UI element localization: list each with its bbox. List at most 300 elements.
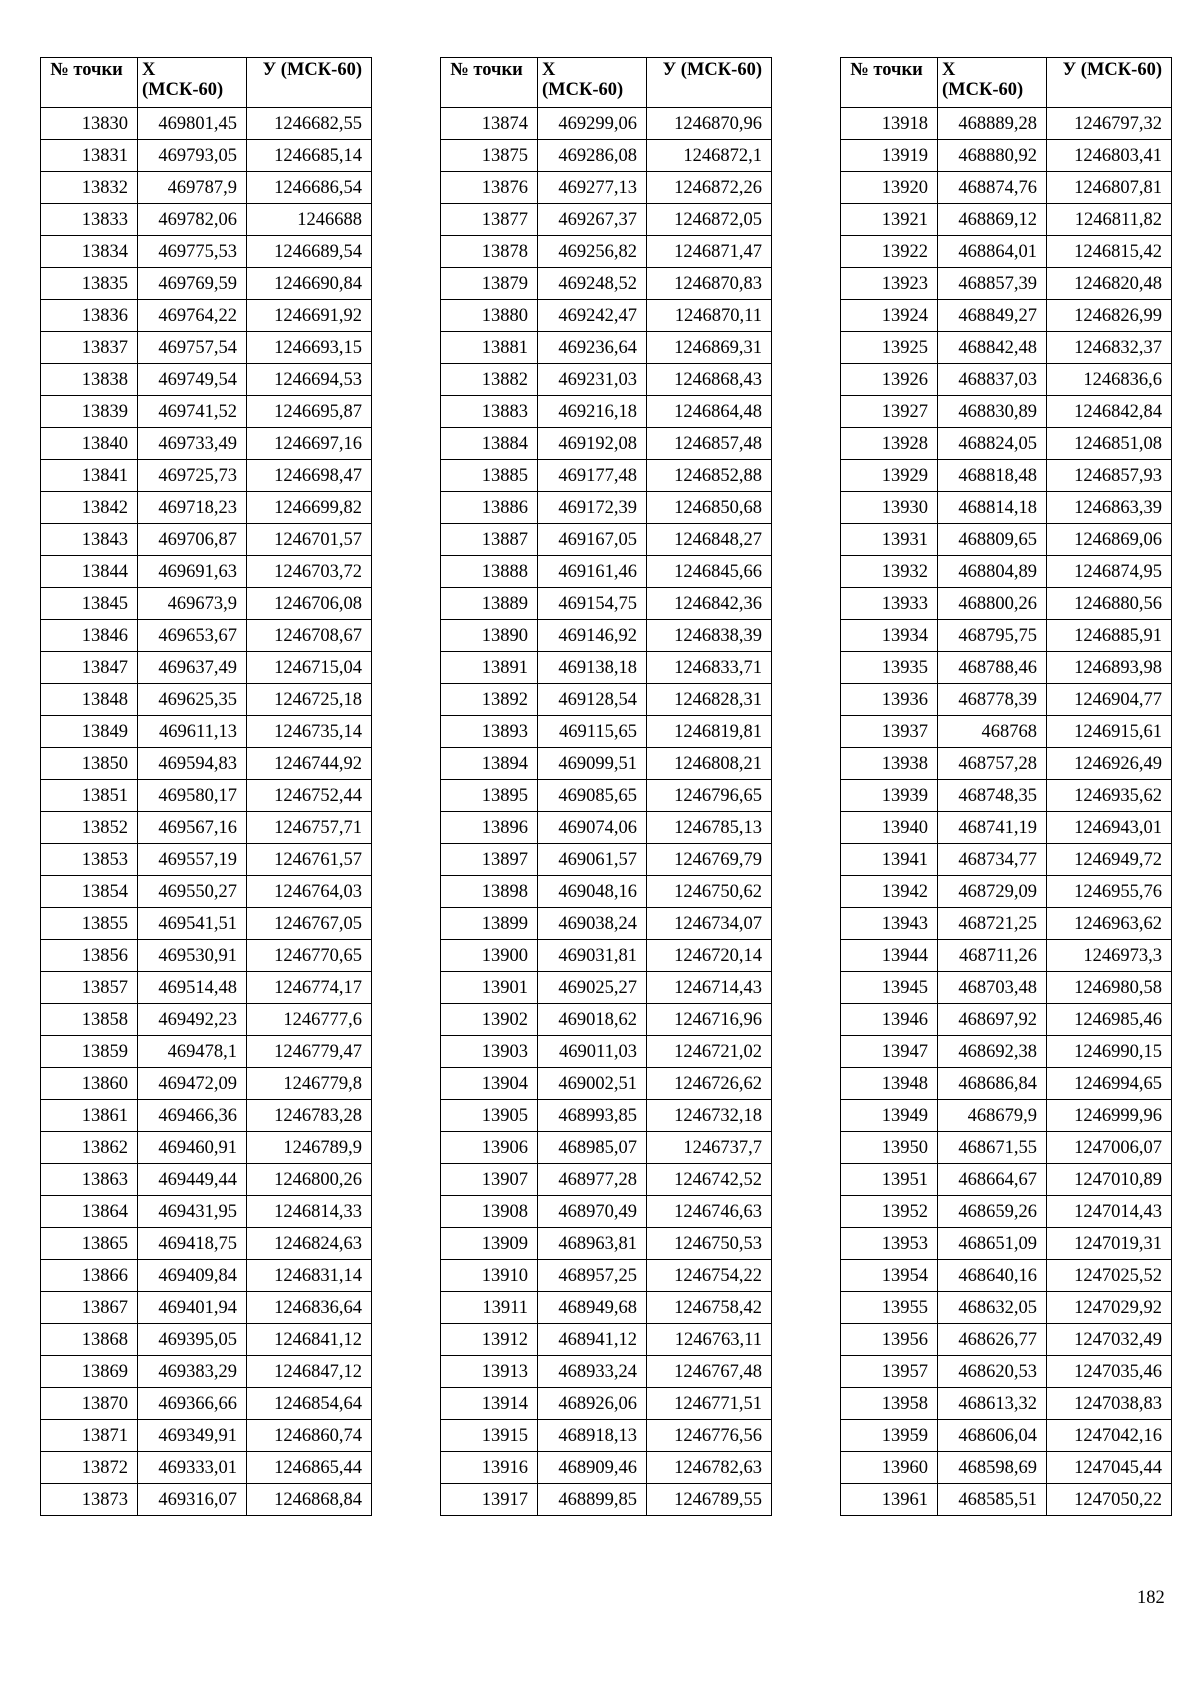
cell-y-coordinate: 1246836,6 xyxy=(1047,364,1172,396)
cell-x-coordinate: 469782,06 xyxy=(138,204,247,236)
cell-y-coordinate: 1246870,96 xyxy=(647,108,772,140)
cell-x-coordinate: 468729,09 xyxy=(938,876,1047,908)
cell-x-coordinate: 468837,03 xyxy=(938,364,1047,396)
table-row xyxy=(841,236,1172,268)
cell-x-coordinate: 469061,57 xyxy=(538,844,647,876)
table-row xyxy=(841,1100,1172,1132)
cell-point-number: 13898 xyxy=(441,876,538,908)
cell-point-number: 13949 xyxy=(841,1100,938,1132)
table-row xyxy=(41,1420,372,1452)
cell-point-number: 13958 xyxy=(841,1388,938,1420)
cell-point-number: 13953 xyxy=(841,1228,938,1260)
cell-point-number: 13889 xyxy=(441,588,538,620)
cell-x-coordinate: 468949,68 xyxy=(538,1292,647,1324)
cell-y-coordinate: 1246985,46 xyxy=(1047,1004,1172,1036)
table-row xyxy=(441,332,772,364)
cell-y-coordinate: 1246706,08 xyxy=(247,588,372,620)
cell-x-coordinate: 468741,19 xyxy=(938,812,1047,844)
cell-y-coordinate: 1247042,16 xyxy=(1047,1420,1172,1452)
cell-point-number: 13910 xyxy=(441,1260,538,1292)
cell-x-coordinate: 468734,77 xyxy=(938,844,1047,876)
cell-point-number: 13952 xyxy=(841,1196,938,1228)
cell-y-coordinate: 1246808,21 xyxy=(647,748,772,780)
cell-y-coordinate: 1246782,63 xyxy=(647,1452,772,1484)
cell-y-coordinate: 1246845,66 xyxy=(647,556,772,588)
cell-point-number: 13928 xyxy=(841,428,938,460)
cell-point-number: 13941 xyxy=(841,844,938,876)
cell-point-number: 13874 xyxy=(441,108,538,140)
table-row xyxy=(441,812,772,844)
table-row xyxy=(841,588,1172,620)
cell-point-number: 13836 xyxy=(41,300,138,332)
table-row xyxy=(841,1420,1172,1452)
cell-point-number: 13945 xyxy=(841,972,938,1004)
table-row xyxy=(41,620,372,652)
cell-x-coordinate: 468795,75 xyxy=(938,620,1047,652)
cell-point-number: 13935 xyxy=(841,652,938,684)
cell-x-coordinate: 468889,28 xyxy=(938,108,1047,140)
cell-y-coordinate: 1246767,48 xyxy=(647,1356,772,1388)
cell-y-coordinate: 1246854,64 xyxy=(247,1388,372,1420)
cell-x-coordinate: 469333,01 xyxy=(138,1452,247,1484)
cell-point-number: 13876 xyxy=(441,172,538,204)
cell-y-coordinate: 1246833,71 xyxy=(647,652,772,684)
cell-x-coordinate: 469625,35 xyxy=(138,684,247,716)
cell-x-coordinate: 468880,92 xyxy=(938,140,1047,172)
table-row xyxy=(441,1068,772,1100)
cell-x-coordinate: 468874,76 xyxy=(938,172,1047,204)
table-row xyxy=(41,396,372,428)
table-row xyxy=(41,268,372,300)
table-row xyxy=(441,908,772,940)
cell-y-coordinate: 1246872,05 xyxy=(647,204,772,236)
table-row xyxy=(441,620,772,652)
table-row xyxy=(441,1100,772,1132)
table-row xyxy=(841,908,1172,940)
cell-point-number: 13911 xyxy=(441,1292,538,1324)
table-row xyxy=(41,1196,372,1228)
table-row xyxy=(841,844,1172,876)
table-row xyxy=(841,172,1172,204)
table-row xyxy=(41,300,372,332)
header-point-number: № точки xyxy=(841,58,938,108)
cell-y-coordinate: 1246819,81 xyxy=(647,716,772,748)
cell-y-coordinate: 1246695,87 xyxy=(247,396,372,428)
header-y-coordinate: У (МСК-60) xyxy=(647,58,772,108)
cell-y-coordinate: 1246963,62 xyxy=(1047,908,1172,940)
header-point-number: № точки xyxy=(441,58,538,108)
table-row xyxy=(441,428,772,460)
cell-point-number: 13933 xyxy=(841,588,938,620)
cell-y-coordinate: 1246779,47 xyxy=(247,1036,372,1068)
cell-point-number: 13853 xyxy=(41,844,138,876)
cell-x-coordinate: 469177,48 xyxy=(538,460,647,492)
cell-point-number: 13951 xyxy=(841,1164,938,1196)
cell-y-coordinate: 1246872,1 xyxy=(647,140,772,172)
cell-point-number: 13939 xyxy=(841,780,938,812)
cell-point-number: 13908 xyxy=(441,1196,538,1228)
cell-point-number: 13960 xyxy=(841,1452,938,1484)
table-row xyxy=(41,1004,372,1036)
cell-x-coordinate: 468818,48 xyxy=(938,460,1047,492)
cell-x-coordinate: 469530,91 xyxy=(138,940,247,972)
cell-x-coordinate: 469286,08 xyxy=(538,140,647,172)
table-row xyxy=(41,684,372,716)
table-row xyxy=(441,1420,772,1452)
table-row xyxy=(841,620,1172,652)
cell-y-coordinate: 1246811,82 xyxy=(1047,204,1172,236)
cell-y-coordinate: 1246828,31 xyxy=(647,684,772,716)
cell-point-number: 13942 xyxy=(841,876,938,908)
cell-y-coordinate: 1246874,95 xyxy=(1047,556,1172,588)
cell-point-number: 13929 xyxy=(841,460,938,492)
cell-y-coordinate: 1246990,15 xyxy=(1047,1036,1172,1068)
cell-point-number: 13893 xyxy=(441,716,538,748)
table-row xyxy=(41,844,372,876)
table-row xyxy=(41,108,372,140)
cell-point-number: 13892 xyxy=(441,684,538,716)
cell-point-number: 13922 xyxy=(841,236,938,268)
table-row xyxy=(841,1132,1172,1164)
cell-point-number: 13904 xyxy=(441,1068,538,1100)
cell-x-coordinate: 469775,53 xyxy=(138,236,247,268)
cell-y-coordinate: 1246725,18 xyxy=(247,684,372,716)
table-row xyxy=(441,1292,772,1324)
cell-y-coordinate: 1246857,93 xyxy=(1047,460,1172,492)
header-x-coordinate: Х (МСК-60) xyxy=(538,58,647,108)
table-row xyxy=(41,812,372,844)
cell-x-coordinate: 468933,24 xyxy=(538,1356,647,1388)
cell-y-coordinate: 1247035,46 xyxy=(1047,1356,1172,1388)
table-row xyxy=(841,268,1172,300)
cell-x-coordinate: 469316,07 xyxy=(138,1484,247,1516)
cell-point-number: 13921 xyxy=(841,204,938,236)
cell-y-coordinate: 1246720,14 xyxy=(647,940,772,972)
cell-y-coordinate: 1246769,79 xyxy=(647,844,772,876)
cell-y-coordinate: 1246820,48 xyxy=(1047,268,1172,300)
table-row xyxy=(41,940,372,972)
table-row xyxy=(841,780,1172,812)
cell-x-coordinate: 469138,18 xyxy=(538,652,647,684)
cell-x-coordinate: 469128,54 xyxy=(538,684,647,716)
cell-point-number: 13931 xyxy=(841,524,938,556)
cell-x-coordinate: 469366,66 xyxy=(138,1388,247,1420)
table-row xyxy=(441,652,772,684)
cell-point-number: 13851 xyxy=(41,780,138,812)
cell-y-coordinate: 1246744,92 xyxy=(247,748,372,780)
cell-x-coordinate: 468849,27 xyxy=(938,300,1047,332)
cell-y-coordinate: 1246999,96 xyxy=(1047,1100,1172,1132)
table-row xyxy=(441,364,772,396)
table-row xyxy=(841,1356,1172,1388)
cell-y-coordinate: 1247006,07 xyxy=(1047,1132,1172,1164)
cell-point-number: 13840 xyxy=(41,428,138,460)
cell-point-number: 13897 xyxy=(441,844,538,876)
table-row xyxy=(41,1164,372,1196)
cell-point-number: 13859 xyxy=(41,1036,138,1068)
cell-y-coordinate: 1246699,82 xyxy=(247,492,372,524)
table-row xyxy=(41,780,372,812)
cell-point-number: 13903 xyxy=(441,1036,538,1068)
cell-point-number: 13884 xyxy=(441,428,538,460)
table-row xyxy=(41,1292,372,1324)
cell-x-coordinate: 468768 xyxy=(938,716,1047,748)
table-row xyxy=(441,1036,772,1068)
cell-y-coordinate: 1246860,74 xyxy=(247,1420,372,1452)
cell-y-coordinate: 1246688 xyxy=(247,204,372,236)
table-row xyxy=(841,1068,1172,1100)
cell-point-number: 13872 xyxy=(41,1452,138,1484)
cell-x-coordinate: 469637,49 xyxy=(138,652,247,684)
table-row xyxy=(41,1068,372,1100)
cell-point-number: 13937 xyxy=(841,716,938,748)
cell-x-coordinate: 468778,39 xyxy=(938,684,1047,716)
cell-x-coordinate: 469011,03 xyxy=(538,1036,647,1068)
cell-x-coordinate: 469018,62 xyxy=(538,1004,647,1036)
cell-y-coordinate: 1246693,15 xyxy=(247,332,372,364)
cell-x-coordinate: 469466,36 xyxy=(138,1100,247,1132)
table-row xyxy=(41,460,372,492)
cell-y-coordinate: 1246893,98 xyxy=(1047,652,1172,684)
cell-x-coordinate: 469741,52 xyxy=(138,396,247,428)
table-row xyxy=(441,1260,772,1292)
cell-x-coordinate: 469192,08 xyxy=(538,428,647,460)
cell-y-coordinate: 1246871,47 xyxy=(647,236,772,268)
cell-point-number: 13955 xyxy=(841,1292,938,1324)
cell-y-coordinate: 1246797,32 xyxy=(1047,108,1172,140)
table-header-row xyxy=(41,58,372,108)
cell-point-number: 13914 xyxy=(441,1388,538,1420)
cell-y-coordinate: 1246721,02 xyxy=(647,1036,772,1068)
cell-y-coordinate: 1246796,65 xyxy=(647,780,772,812)
cell-y-coordinate: 1246980,58 xyxy=(1047,972,1172,1004)
table-row xyxy=(441,204,772,236)
cell-x-coordinate: 468651,09 xyxy=(938,1228,1047,1260)
table-row xyxy=(441,780,772,812)
cell-x-coordinate: 469172,39 xyxy=(538,492,647,524)
cell-x-coordinate: 469074,06 xyxy=(538,812,647,844)
cell-y-coordinate: 1246935,62 xyxy=(1047,780,1172,812)
table-row xyxy=(441,1196,772,1228)
cell-x-coordinate: 468697,92 xyxy=(938,1004,1047,1036)
cell-point-number: 13867 xyxy=(41,1292,138,1324)
cell-point-number: 13923 xyxy=(841,268,938,300)
cell-point-number: 13887 xyxy=(441,524,538,556)
cell-y-coordinate: 1246847,12 xyxy=(247,1356,372,1388)
cell-y-coordinate: 1246926,49 xyxy=(1047,748,1172,780)
cell-point-number: 13849 xyxy=(41,716,138,748)
table-row xyxy=(841,556,1172,588)
cell-x-coordinate: 469248,52 xyxy=(538,268,647,300)
cell-y-coordinate: 1246852,88 xyxy=(647,460,772,492)
cell-y-coordinate: 1246701,57 xyxy=(247,524,372,556)
cell-point-number: 13940 xyxy=(841,812,938,844)
table-row xyxy=(441,236,772,268)
cell-y-coordinate: 1246682,55 xyxy=(247,108,372,140)
cell-x-coordinate: 468671,55 xyxy=(938,1132,1047,1164)
cell-x-coordinate: 469611,13 xyxy=(138,716,247,748)
cell-y-coordinate: 1246735,14 xyxy=(247,716,372,748)
cell-x-coordinate: 469409,84 xyxy=(138,1260,247,1292)
cell-y-coordinate: 1246838,39 xyxy=(647,620,772,652)
cell-y-coordinate: 1246789,9 xyxy=(247,1132,372,1164)
table-row xyxy=(841,1004,1172,1036)
cell-y-coordinate: 1246973,3 xyxy=(1047,940,1172,972)
table-row xyxy=(841,940,1172,972)
cell-point-number: 13871 xyxy=(41,1420,138,1452)
cell-x-coordinate: 469418,75 xyxy=(138,1228,247,1260)
cell-y-coordinate: 1246836,64 xyxy=(247,1292,372,1324)
cell-point-number: 13905 xyxy=(441,1100,538,1132)
cell-y-coordinate: 1246870,11 xyxy=(647,300,772,332)
table-row xyxy=(41,716,372,748)
table-row xyxy=(441,524,772,556)
table-row xyxy=(841,140,1172,172)
cell-y-coordinate: 1246742,52 xyxy=(647,1164,772,1196)
cell-y-coordinate: 1247010,89 xyxy=(1047,1164,1172,1196)
cell-x-coordinate: 469349,91 xyxy=(138,1420,247,1452)
table-row xyxy=(41,492,372,524)
cell-x-coordinate: 468869,12 xyxy=(938,204,1047,236)
cell-point-number: 13841 xyxy=(41,460,138,492)
cell-y-coordinate: 1246803,41 xyxy=(1047,140,1172,172)
cell-x-coordinate: 469460,91 xyxy=(138,1132,247,1164)
header-x-coordinate: Х (МСК-60) xyxy=(138,58,247,108)
cell-x-coordinate: 469594,83 xyxy=(138,748,247,780)
cell-point-number: 13894 xyxy=(441,748,538,780)
table-row xyxy=(841,204,1172,236)
cell-y-coordinate: 1246694,53 xyxy=(247,364,372,396)
cell-y-coordinate: 1246754,22 xyxy=(647,1260,772,1292)
header-x-coordinate: Х (МСК-60) xyxy=(938,58,1047,108)
cell-point-number: 13947 xyxy=(841,1036,938,1068)
table-row xyxy=(41,524,372,556)
table-row xyxy=(41,428,372,460)
table-row xyxy=(441,1388,772,1420)
cell-point-number: 13869 xyxy=(41,1356,138,1388)
table-row xyxy=(841,396,1172,428)
cell-x-coordinate: 468711,26 xyxy=(938,940,1047,972)
cell-x-coordinate: 469725,73 xyxy=(138,460,247,492)
cell-x-coordinate: 469167,05 xyxy=(538,524,647,556)
coordinates-table-1 xyxy=(40,57,372,1516)
cell-x-coordinate: 468804,89 xyxy=(938,556,1047,588)
cell-x-coordinate: 468909,46 xyxy=(538,1452,647,1484)
cell-x-coordinate: 469146,92 xyxy=(538,620,647,652)
table-row xyxy=(841,1324,1172,1356)
cell-x-coordinate: 469691,63 xyxy=(138,556,247,588)
cell-x-coordinate: 468748,35 xyxy=(938,780,1047,812)
cell-point-number: 13883 xyxy=(441,396,538,428)
table-row xyxy=(841,524,1172,556)
table-row xyxy=(41,908,372,940)
cell-y-coordinate: 1246865,44 xyxy=(247,1452,372,1484)
table-header-row xyxy=(441,58,772,108)
table-row xyxy=(441,268,772,300)
cell-x-coordinate: 468963,81 xyxy=(538,1228,647,1260)
table-row xyxy=(441,940,772,972)
cell-point-number: 13838 xyxy=(41,364,138,396)
cell-y-coordinate: 1246943,01 xyxy=(1047,812,1172,844)
header-y-coordinate: У (МСК-60) xyxy=(247,58,372,108)
page-number: 182 xyxy=(1137,1588,1165,1608)
table-row xyxy=(841,108,1172,140)
cell-x-coordinate: 468977,28 xyxy=(538,1164,647,1196)
table-row xyxy=(841,972,1172,1004)
cell-point-number: 13879 xyxy=(441,268,538,300)
cell-point-number: 13873 xyxy=(41,1484,138,1516)
table-row xyxy=(441,684,772,716)
cell-x-coordinate: 468899,85 xyxy=(538,1484,647,1516)
cell-point-number: 13920 xyxy=(841,172,938,204)
cell-point-number: 13954 xyxy=(841,1260,938,1292)
cell-x-coordinate: 468864,01 xyxy=(938,236,1047,268)
cell-y-coordinate: 1246915,61 xyxy=(1047,716,1172,748)
table-row xyxy=(841,428,1172,460)
table-row xyxy=(41,876,372,908)
cell-y-coordinate: 1246770,65 xyxy=(247,940,372,972)
cell-x-coordinate: 469769,59 xyxy=(138,268,247,300)
cell-x-coordinate: 469478,1 xyxy=(138,1036,247,1068)
cell-point-number: 13956 xyxy=(841,1324,938,1356)
cell-point-number: 13860 xyxy=(41,1068,138,1100)
cell-y-coordinate: 1246857,48 xyxy=(647,428,772,460)
cell-x-coordinate: 469472,09 xyxy=(138,1068,247,1100)
cell-point-number: 13844 xyxy=(41,556,138,588)
cell-x-coordinate: 468721,25 xyxy=(938,908,1047,940)
cell-x-coordinate: 469673,9 xyxy=(138,588,247,620)
cell-point-number: 13938 xyxy=(841,748,938,780)
cell-y-coordinate: 1246824,63 xyxy=(247,1228,372,1260)
cell-y-coordinate: 1246708,67 xyxy=(247,620,372,652)
table-row xyxy=(41,1484,372,1516)
cell-y-coordinate: 1246779,8 xyxy=(247,1068,372,1100)
table-row xyxy=(841,364,1172,396)
cell-y-coordinate: 1246703,72 xyxy=(247,556,372,588)
cell-point-number: 13961 xyxy=(841,1484,938,1516)
table-row xyxy=(841,652,1172,684)
cell-point-number: 13924 xyxy=(841,300,938,332)
cell-y-coordinate: 1246689,54 xyxy=(247,236,372,268)
cell-point-number: 13839 xyxy=(41,396,138,428)
cell-point-number: 13936 xyxy=(841,684,938,716)
table-row xyxy=(841,684,1172,716)
table-row xyxy=(841,876,1172,908)
cell-point-number: 13857 xyxy=(41,972,138,1004)
table-row xyxy=(441,140,772,172)
cell-x-coordinate: 468814,18 xyxy=(938,492,1047,524)
cell-point-number: 13932 xyxy=(841,556,938,588)
cell-x-coordinate: 468659,26 xyxy=(938,1196,1047,1228)
cell-x-coordinate: 468620,53 xyxy=(938,1356,1047,1388)
cell-y-coordinate: 1246872,26 xyxy=(647,172,772,204)
cell-x-coordinate: 469025,27 xyxy=(538,972,647,1004)
cell-x-coordinate: 469431,95 xyxy=(138,1196,247,1228)
cell-y-coordinate: 1246885,91 xyxy=(1047,620,1172,652)
cell-point-number: 13858 xyxy=(41,1004,138,1036)
header-y-coordinate: У (МСК-60) xyxy=(1047,58,1172,108)
cell-x-coordinate: 468640,16 xyxy=(938,1260,1047,1292)
cell-point-number: 13919 xyxy=(841,140,938,172)
cell-x-coordinate: 469541,51 xyxy=(138,908,247,940)
cell-y-coordinate: 1246832,37 xyxy=(1047,332,1172,364)
cell-x-coordinate: 468598,69 xyxy=(938,1452,1047,1484)
cell-point-number: 13901 xyxy=(441,972,538,1004)
cell-y-coordinate: 1246789,55 xyxy=(647,1484,772,1516)
cell-y-coordinate: 1246685,14 xyxy=(247,140,372,172)
cell-x-coordinate: 468664,67 xyxy=(938,1164,1047,1196)
cell-point-number: 13856 xyxy=(41,940,138,972)
